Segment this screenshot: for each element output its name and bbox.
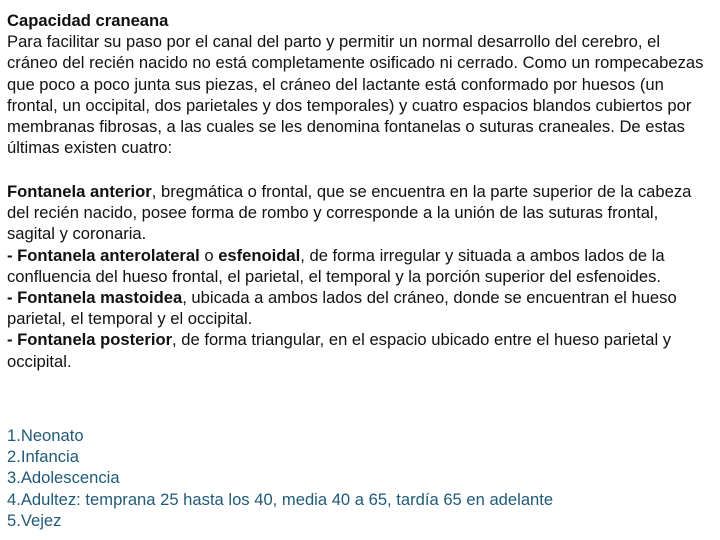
fontanela-mastoidea-name: Fontanela mastoidea bbox=[17, 288, 183, 308]
list-item: 3.Adolescencia bbox=[7, 468, 120, 488]
fontanela-mastoidea-text: , ubicada a ambos lados del cráneo, donde se encuentran el hueso parietal, el temporal y el occipital. bbox=[7, 288, 677, 329]
fontanela-mastoidea: - Fontanela mastoidea, ubicada a ambos lados del cráneo, donde se encuentran el hueso parietal, el temporal y el occipital. bbox=[7, 288, 677, 329]
fontanela-anterior-text: , bregmática o frontal, que se encuentra en la parte superior de la cabeza del recién nacido, posee forma de rombo y corresponde a la unión de las suturas frontal, sagital y coronaria. bbox=[7, 182, 692, 244]
intro-section bbox=[7, 10, 710, 158]
fontanela-posterior-name: Fontanela posterior bbox=[17, 330, 173, 350]
fontanela-anterolateral-text: , de forma irregular y situada a ambos lados de la confluencia del hueso frontal, el parietal, el temporal y la porción superior del esfenoides. bbox=[7, 245, 665, 286]
list-item: 2.Infancia bbox=[7, 447, 79, 467]
intro-paragraph: Para facilitar su paso por el canal del parto y permitir un normal desarrollo del cerebro, el cráneo del recién nacido no está completamente osificado ni cerrado. Como un rompecabezas que poco a poco junta sus piezas, el cráneo del lactante está conformado por huesos (un frontal, un occipital, dos parietales y dos temporales) y cuatro espacios blandos cubiertos por membranas fibrosas, a las cuales se les denomina fontanelas o suturas craneales. De estas últimas existen cuatro: bbox=[7, 32, 704, 158]
fontanelas-section bbox=[7, 181, 710, 372]
list-item: 5.Vejez bbox=[7, 510, 62, 530]
fontanela-anterolateral-alt-name: esfenoidal bbox=[218, 245, 301, 265]
fontanela-posterior-text: , de forma triangular, en el espacio ubicado entre el hueso parietal y occipital. bbox=[7, 330, 672, 371]
list-item: 4.Adultez: temprana 25 hasta los 40, media 40 a 65, tardía 65 en adelante bbox=[7, 489, 554, 509]
fontanela-posterior: - Fontanela posterior, de forma triangular, en el espacio ubicado entre el hueso parietal y occipital. bbox=[7, 330, 672, 371]
fontanela-anterolateral-name: Fontanela anterolateral bbox=[17, 245, 200, 265]
fontanela-anterior-name: Fontanela anterior bbox=[7, 182, 152, 201]
section-title: Capacidad craneana bbox=[7, 11, 169, 30]
fontanela-anterolateral: - Fontanela anterolateral o esfenoidal, de forma irregular y situada a ambos lados de la confluencia del hueso frontal, el parietal, el temporal y la porción superior del esfenoides. bbox=[7, 245, 665, 286]
fontanela-anterior bbox=[7, 182, 691, 243]
list-item: 1.Neonato bbox=[7, 426, 84, 445]
life-stages-list bbox=[7, 425, 710, 531]
